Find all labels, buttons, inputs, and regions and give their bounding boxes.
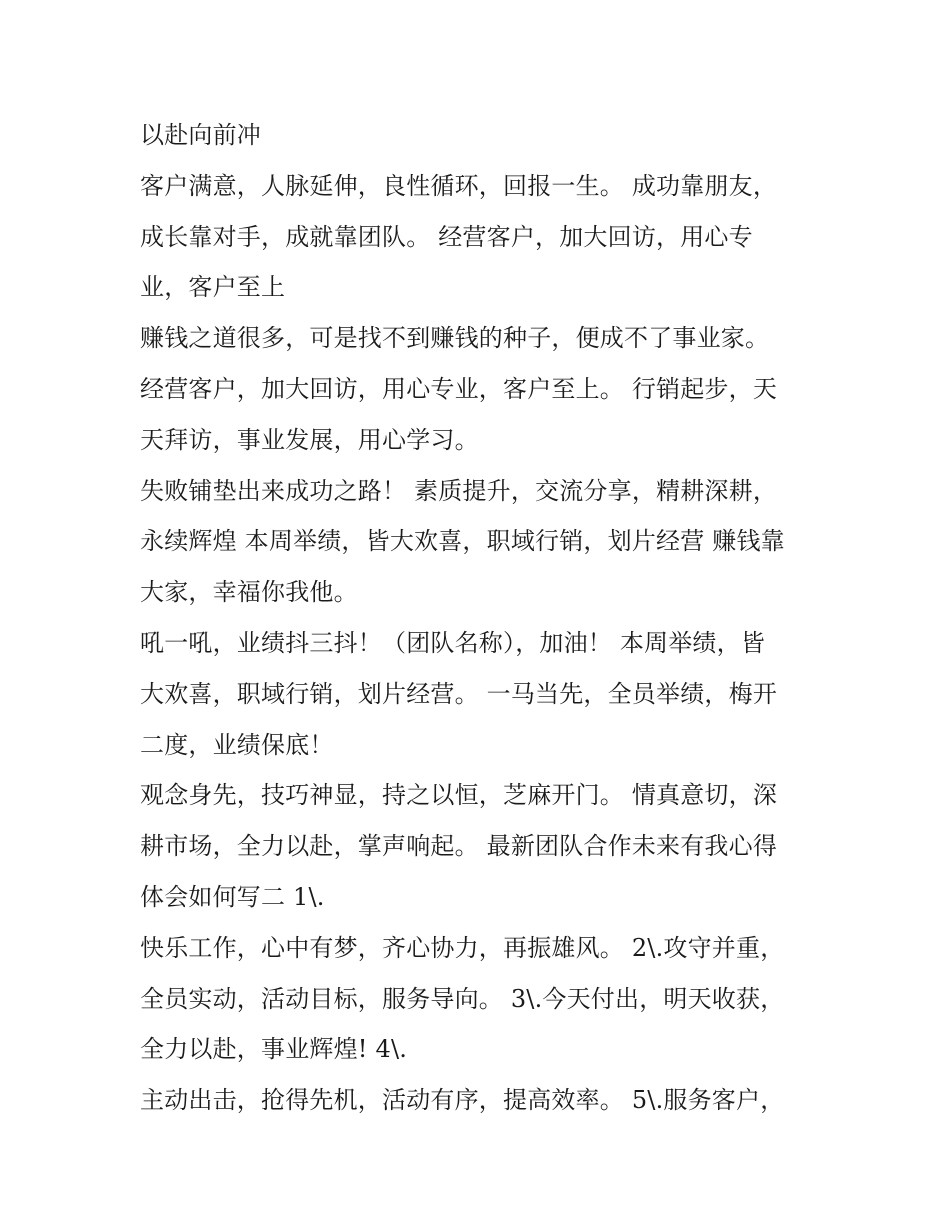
text-line: 经营客户，加大回访，用心专业，客户至上。 行销起步，天 xyxy=(140,374,778,403)
text-line: 大家，幸福你我他。 xyxy=(140,578,358,607)
text-line: 全员实动，活动目标，服务导向。 3\.今天付出，明天收获， xyxy=(140,984,785,1013)
text-line: 赚钱之道很多，可是找不到赚钱的种子，便成不了事业家。 xyxy=(140,324,770,353)
document-body xyxy=(140,110,820,1126)
text-line: 以赴向前冲 xyxy=(140,121,261,149)
text-line: 客户满意，人脉延伸，良性循环，回报一生。 成功靠朋友， xyxy=(140,171,778,200)
text-line: 二度，业绩保底！ xyxy=(140,730,334,759)
text-line: 失败铺垫出来成功之路！ 素质提升，交流分享，精耕深耕， xyxy=(140,476,778,505)
text-line: 耕市场，全力以赴，掌声响起。 最新团队合作未来有我心得 xyxy=(140,832,778,861)
text-line: 主动出击，抢得先机，活动有序，提高效率。 5\.服务客户， xyxy=(140,1086,785,1115)
text-line: 全力以赴，事业辉煌! 4\. xyxy=(140,1035,408,1064)
text-line: 永续辉煌 本周举绩，皆大欢喜，职域行销，划片经营 赚钱靠 xyxy=(140,527,785,556)
text-line: 业，客户至上 xyxy=(140,273,286,302)
text-line: 吼一吼，业绩抖三抖！（团队名称），加油！ 本周举绩，皆 xyxy=(140,628,766,657)
text-line: 大欢喜，职域行销，划片经营。 一马当先，全员举绩，梅开 xyxy=(140,679,778,708)
text-line: 天拜访，事业发展，用心学习。 xyxy=(140,425,479,454)
text-line: 观念身先，技巧神显，持之以恒，芝麻开门。 情真意切，深 xyxy=(140,781,778,810)
text-line: 体会如何写二 1\. xyxy=(140,882,325,911)
text-line: 成长靠对手，成就靠团队。 经营客户，加大回访，用心专 xyxy=(140,222,753,251)
text-line: 快乐工作，心中有梦，齐心协力，再振雄风。 2\.攻守并重， xyxy=(140,933,785,962)
